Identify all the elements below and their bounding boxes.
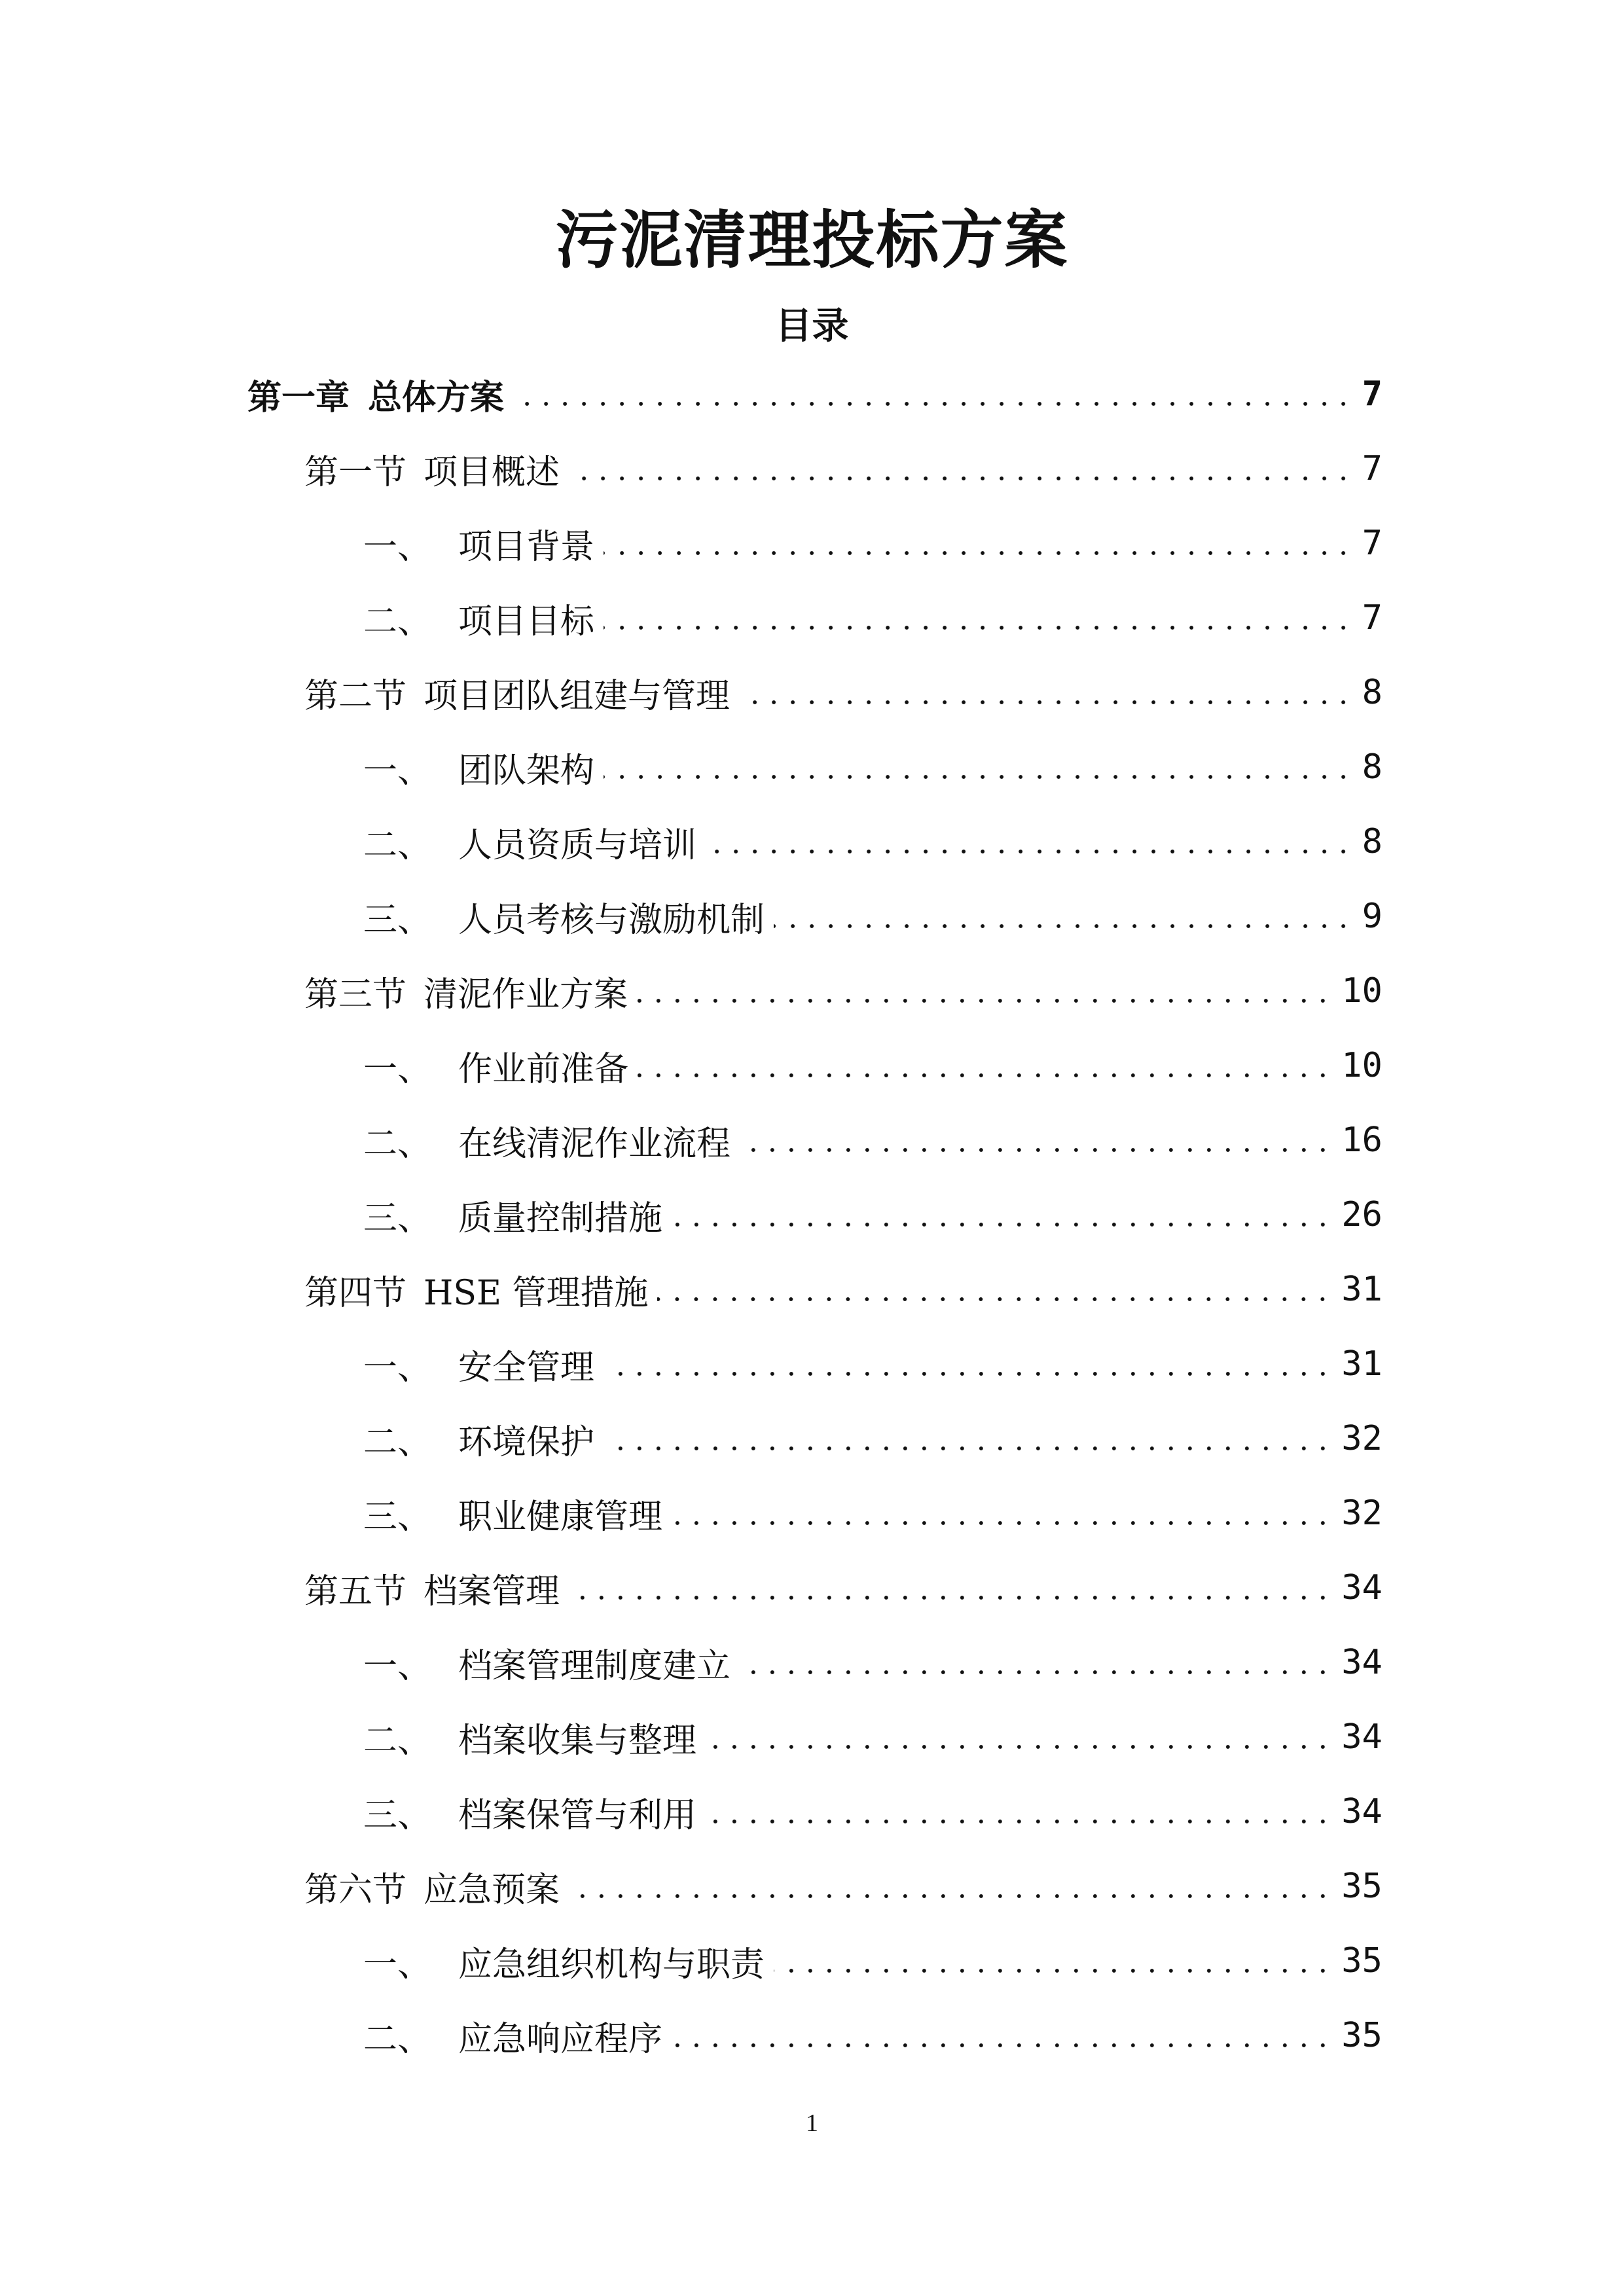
toc-entry-number: 一、: [363, 1049, 432, 1089]
toc-entry[interactable]: [0, 954, 1624, 1028]
toc-entry-page: 7: [1362, 598, 1382, 637]
toc-entry-number: 三、: [363, 1795, 432, 1835]
toc-dot-leader: [604, 750, 1353, 784]
toc-entry-title: 团队架构: [458, 751, 595, 791]
toc-entry-number: 一、: [363, 527, 432, 567]
toc-entry-page: 31: [1341, 1344, 1382, 1384]
toc-dot-leader: [604, 601, 1353, 635]
toc-entry[interactable]: [0, 1401, 1624, 1476]
toc-entry-title: 人员考核与激励机制: [458, 900, 765, 940]
toc-entry-number: 二、: [363, 2019, 432, 2059]
toc-entry[interactable]: [0, 506, 1624, 581]
toc-entry-number: 第一章: [247, 377, 350, 418]
toc-entry-title: 应急响应程序: [458, 2019, 663, 2059]
toc-entry-title: 项目团队组建与管理: [424, 676, 731, 716]
toc-entry-title: 职业健康管理: [458, 1497, 663, 1537]
toc-entry-number: 一、: [363, 1348, 432, 1388]
toc-entry-title: 档案管理: [424, 1571, 560, 1611]
toc-dot-leader: [657, 1272, 1332, 1306]
toc-dot-leader: [604, 1422, 1332, 1456]
toc-entry-page: 35: [1341, 1941, 1382, 1981]
toc-dot-leader: [739, 675, 1353, 709]
toc-entry[interactable]: [0, 357, 1624, 431]
toc-entry-page: 8: [1362, 822, 1382, 861]
toc-dot-leader: [637, 974, 1332, 1008]
toc-entry-title: 项目目标: [458, 601, 595, 641]
toc-entry[interactable]: [0, 1476, 1624, 1551]
toc-entry-title: 应急预案: [424, 1870, 560, 1910]
toc-entry-page: 34: [1341, 1643, 1382, 1682]
toc-entry-number: 二、: [363, 1124, 432, 1164]
toc-dot-leader: [706, 1720, 1332, 1754]
toc-entry-page: 26: [1341, 1195, 1382, 1234]
toc-entry-title: 项目背景: [458, 527, 595, 567]
toc-entry-page: 9: [1362, 897, 1382, 936]
toc-entry-title: 档案保管与利用: [458, 1795, 697, 1835]
toc-dot-leader: [604, 1347, 1332, 1381]
toc-dot-leader: [706, 1795, 1332, 1829]
toc-entry[interactable]: [0, 879, 1624, 954]
toc-entry-page: 7: [1362, 449, 1382, 488]
page-number: 1: [806, 2109, 818, 2137]
toc-dot-leader: [569, 1571, 1332, 1605]
toc-entry-page: 7: [1362, 524, 1382, 563]
toc-entry[interactable]: [0, 1998, 1624, 2073]
toc-entry-title: 环境保护: [458, 1422, 595, 1462]
toc-entry[interactable]: [0, 1849, 1624, 1924]
toc-entry-number: 一、: [363, 1646, 432, 1686]
toc-entry-number: 二、: [363, 1422, 432, 1462]
toc-entry-title: 人员资质与培训: [458, 825, 697, 865]
toc-entry-title: 总体方案: [368, 377, 505, 418]
toc-entry[interactable]: [0, 730, 1624, 804]
toc-entry-title: 项目概述: [424, 452, 560, 492]
document-title: 污泥清理投标方案: [555, 203, 1069, 277]
toc-dot-leader: [706, 825, 1353, 859]
toc-entry[interactable]: [0, 1700, 1624, 1774]
toc-entry[interactable]: [0, 1551, 1624, 1625]
toc-entry-number: 第三节: [304, 975, 407, 1014]
toc-entry-title: 安全管理: [458, 1348, 595, 1388]
toc-entry-number: 三、: [363, 1198, 432, 1238]
toc-entry-page: 35: [1341, 2016, 1382, 2055]
toc-dot-leader: [513, 377, 1353, 411]
toc-entry[interactable]: [0, 1625, 1624, 1700]
toc-entry-number: 二、: [363, 825, 432, 865]
toc-dot-leader: [638, 1049, 1332, 1083]
toc-dot-leader: [672, 1198, 1332, 1232]
toc-entry-title: 在线清泥作业流程: [458, 1124, 731, 1164]
toc-entry-title: 应急组织机构与职责: [458, 1945, 765, 1984]
toc-entry-page: 10: [1341, 1046, 1382, 1085]
toc-entry-title: HSE 管理措施: [424, 1273, 649, 1313]
toc-dot-leader: [569, 1869, 1332, 1903]
toc-entry-number: 第四节: [304, 1273, 407, 1313]
toc-entry-number: 二、: [363, 1721, 432, 1761]
toc-entry-number: 第二节: [304, 676, 407, 716]
table-of-contents: [0, 357, 1624, 2073]
toc-entry-page: 31: [1341, 1270, 1382, 1309]
toc-entry-title: 质量控制措施: [458, 1198, 663, 1238]
toc-entry[interactable]: [0, 431, 1624, 506]
toc-entry-title: 档案收集与整理: [458, 1721, 697, 1761]
toc-dot-leader: [740, 1645, 1332, 1679]
toc-entry-title: 作业前准备: [458, 1049, 629, 1089]
toc-dot-leader: [569, 452, 1353, 486]
toc-dot-leader: [774, 1944, 1332, 1978]
toc-entry-page: 32: [1341, 1419, 1382, 1458]
toc-entry[interactable]: [0, 1924, 1624, 1998]
toc-entry-page: 32: [1341, 1494, 1382, 1533]
toc-entry-page: 35: [1341, 1867, 1382, 1906]
toc-entry[interactable]: [0, 1103, 1624, 1177]
toc-entry[interactable]: [0, 1028, 1624, 1103]
toc-entry-number: 第一节: [304, 452, 407, 492]
toc-entry[interactable]: [0, 655, 1624, 730]
toc-dot-leader: [740, 1123, 1332, 1157]
toc-entry[interactable]: [0, 1774, 1624, 1849]
toc-entry-page: 10: [1341, 971, 1382, 1011]
toc-entry-page: 34: [1341, 1568, 1382, 1607]
toc-entry-page: 8: [1362, 747, 1382, 787]
toc-entry[interactable]: [0, 1177, 1624, 1252]
toc-entry[interactable]: [0, 804, 1624, 879]
toc-entry-number: 三、: [363, 1497, 432, 1537]
toc-entry-page: 34: [1341, 1792, 1382, 1831]
toc-entry-number: 一、: [363, 751, 432, 791]
toc-entry-title: 清泥作业方案: [424, 975, 628, 1014]
toc-dot-leader: [774, 899, 1353, 933]
toc-entry-number: 第五节: [304, 1571, 407, 1611]
toc-entry-number: 二、: [363, 601, 432, 641]
toc-dot-leader: [604, 526, 1353, 560]
toc-heading: 目录: [775, 304, 849, 348]
toc-dot-leader: [672, 2018, 1332, 2053]
toc-entry[interactable]: [0, 1327, 1624, 1401]
toc-entry-page: 34: [1341, 1717, 1382, 1757]
toc-entry[interactable]: [0, 1252, 1624, 1327]
toc-entry-number: 第六节: [304, 1870, 407, 1910]
toc-entry-page: 7: [1362, 374, 1382, 414]
toc-entry-number: 一、: [363, 1945, 432, 1984]
toc-dot-leader: [672, 1496, 1332, 1530]
toc-entry-number: 三、: [363, 900, 432, 940]
toc-entry-page: 16: [1341, 1121, 1382, 1160]
toc-entry[interactable]: [0, 581, 1624, 655]
toc-entry-page: 8: [1362, 673, 1382, 712]
toc-entry-title: 档案管理制度建立: [458, 1646, 731, 1686]
